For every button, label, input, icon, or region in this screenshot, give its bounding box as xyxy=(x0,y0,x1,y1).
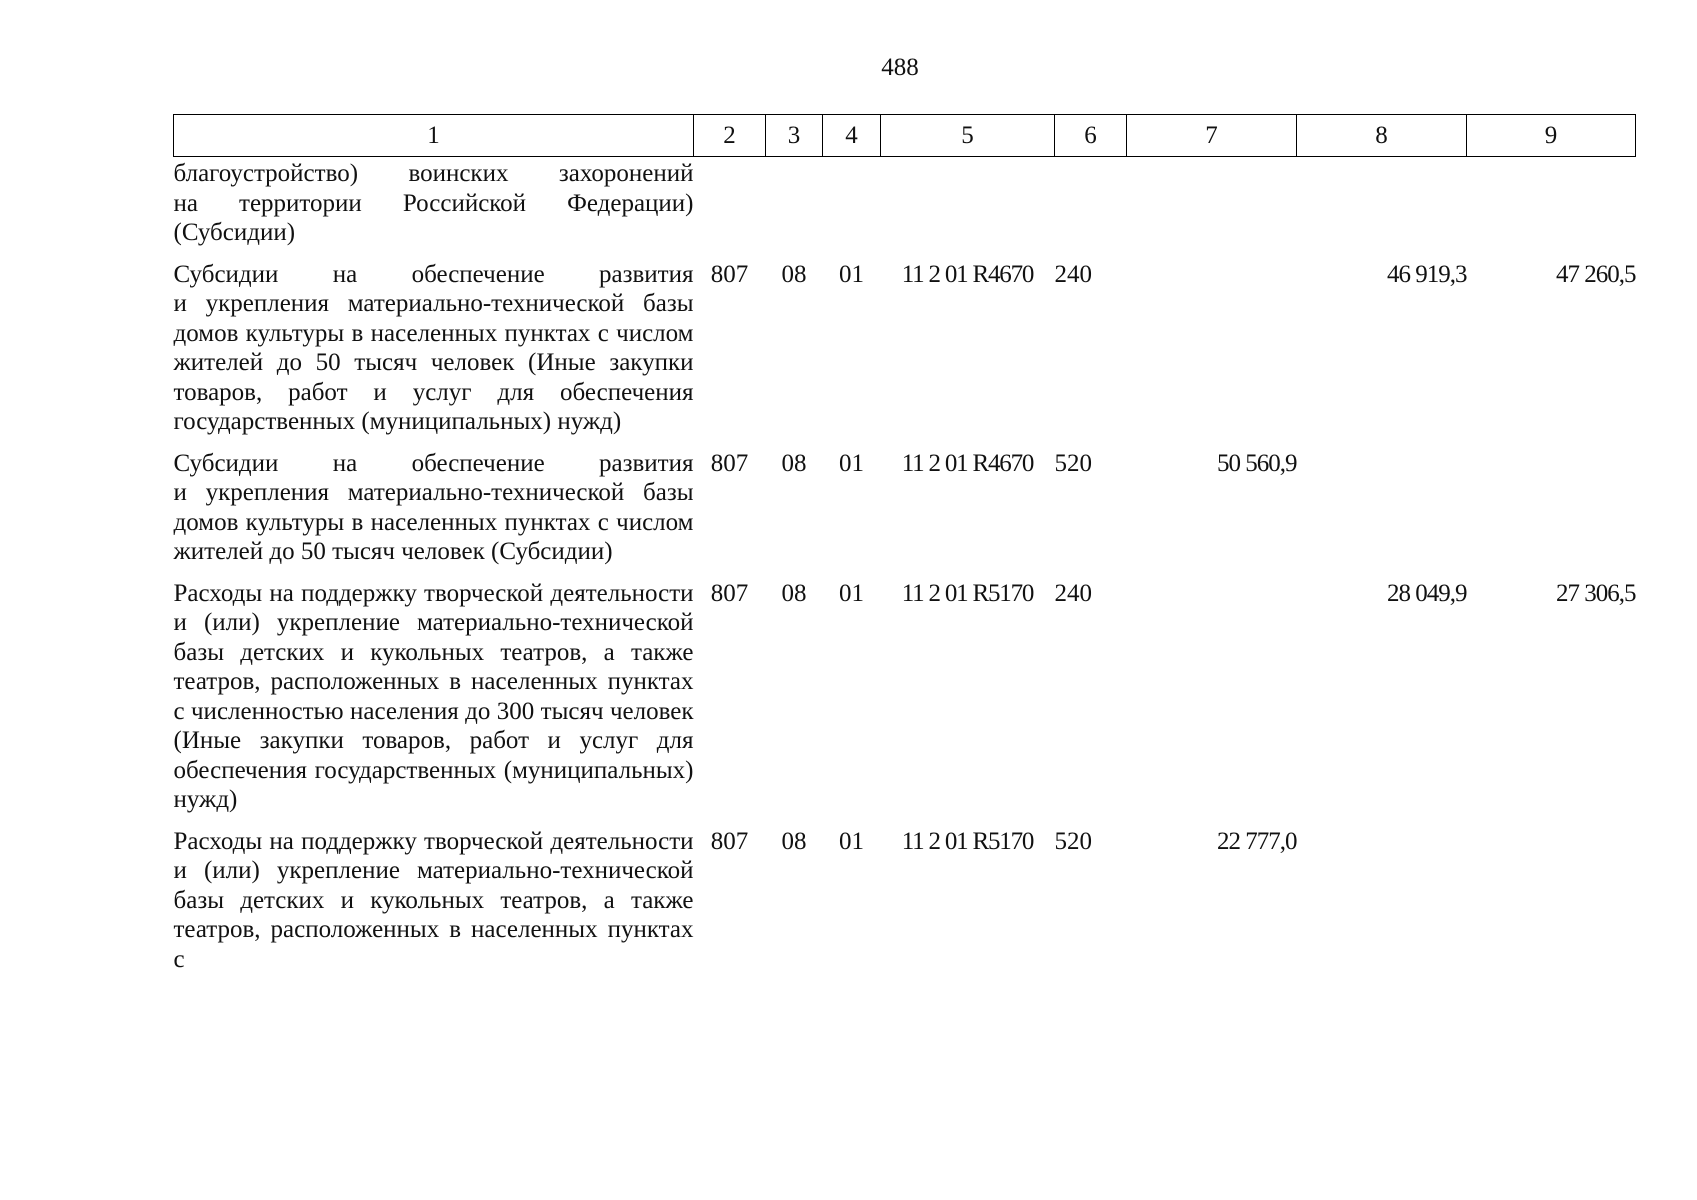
cell-section: 08 xyxy=(781,579,807,607)
row-description: Расходы на поддержку творческой деятельности и (или) укрепление материально-технической базы детских и кукольных театров, а также театров, расположенных в населенных пунктах с численностью населения до 300 тысяч человек (Иные закупки товаров, работ и услуг для обеспечения государственных (муниципальных) нужд) xyxy=(173,579,694,813)
cell-amount-col9: 27 306,5 xyxy=(1556,579,1636,607)
cell-target-article: 11 2 01 R4670 xyxy=(901,449,1034,477)
cell-amount-col7: 50 560,9 xyxy=(1217,449,1297,477)
cell-expense-type: 240 xyxy=(1054,260,1092,288)
cell-ministry: 807 xyxy=(710,827,749,855)
cell-section: 08 xyxy=(781,449,807,477)
table-row xyxy=(174,815,1636,975)
cell-amount-col7 xyxy=(1127,157,1297,248)
table-row xyxy=(174,248,1636,437)
header-cell-2: 2 xyxy=(694,115,766,157)
cell-amount-col7 xyxy=(1127,248,1297,437)
table-row xyxy=(174,567,1636,815)
cell-expense-type: 240 xyxy=(1054,579,1092,607)
page-number: 488 xyxy=(881,54,919,81)
cell-amount-col9: 47 260,5 xyxy=(1556,260,1636,288)
table-row xyxy=(174,157,1636,248)
cell-target-article: 11 2 01 R5170 xyxy=(901,827,1034,855)
header-cell-1: 1 xyxy=(174,115,694,157)
cell-subsection: 01 xyxy=(839,579,864,607)
header-cell-5: 5 xyxy=(881,115,1055,157)
cell-ministry: 807 xyxy=(710,579,749,607)
header-cell-6: 6 xyxy=(1055,115,1127,157)
cell-expense-type: 520 xyxy=(1054,449,1092,477)
cell-expense-type xyxy=(1055,157,1127,248)
row-description: благоустройство) воинских захоронений на территории Российской Федерации) (Субсидии) xyxy=(173,160,694,246)
cell-section: 08 xyxy=(781,260,807,288)
cell-section: 08 xyxy=(781,827,807,855)
cell-target-article xyxy=(881,157,1055,248)
header-cell-4: 4 xyxy=(823,115,881,157)
header-row xyxy=(174,115,1636,157)
cell-ministry: 807 xyxy=(710,449,749,477)
cell-amount-col9 xyxy=(1467,157,1636,248)
cell-subsection: 01 xyxy=(839,827,864,855)
table-row xyxy=(174,437,1636,567)
cell-target-article: 11 2 01 R4670 xyxy=(901,260,1034,288)
cell-amount-col8 xyxy=(1297,815,1467,975)
cell-amount-col8 xyxy=(1297,157,1467,248)
cell-section xyxy=(766,157,823,248)
header-cell-9: 9 xyxy=(1467,115,1636,157)
cell-subsection: 01 xyxy=(839,260,864,288)
budget-table xyxy=(173,114,1636,974)
cell-amount-col8: 46 919,3 xyxy=(1387,260,1467,288)
cell-amount-col9 xyxy=(1467,815,1636,975)
cell-amount-col7 xyxy=(1127,567,1297,815)
cell-amount-col8 xyxy=(1297,437,1467,567)
cell-subsection xyxy=(823,157,881,248)
cell-amount-col7: 22 777,0 xyxy=(1217,827,1297,855)
cell-amount-col8: 28 049,9 xyxy=(1387,579,1467,607)
cell-subsection: 01 xyxy=(839,449,864,477)
header-cell-3: 3 xyxy=(766,115,823,157)
row-description: Субсидии на обеспечение развития и укрепления материально-технической базы домов культуры в населенных пунктах с числом жителей до 50 тысяч человек (Субсидии) xyxy=(173,449,694,565)
row-description: Расходы на поддержку творческой деятельности и (или) укрепление материально-технической базы детских и кукольных театров, а также театров, расположенных в населенных пунктах с xyxy=(173,827,694,973)
cell-amount-col9 xyxy=(1467,437,1636,567)
header-cell-7: 7 xyxy=(1127,115,1297,157)
cell-target-article: 11 2 01 R5170 xyxy=(901,579,1034,607)
cell-ministry xyxy=(694,157,766,248)
cell-ministry: 807 xyxy=(710,260,749,288)
header-cell-8: 8 xyxy=(1297,115,1467,157)
row-description: Субсидии на обеспечение развития и укрепления материально-технической базы домов культуры в населенных пунктах с числом жителей до 50 тысяч человек (Иные закупки товаров, работ и услуг для обеспечения государственных (муниципальных) нужд) xyxy=(173,260,694,435)
cell-expense-type: 520 xyxy=(1054,827,1092,855)
